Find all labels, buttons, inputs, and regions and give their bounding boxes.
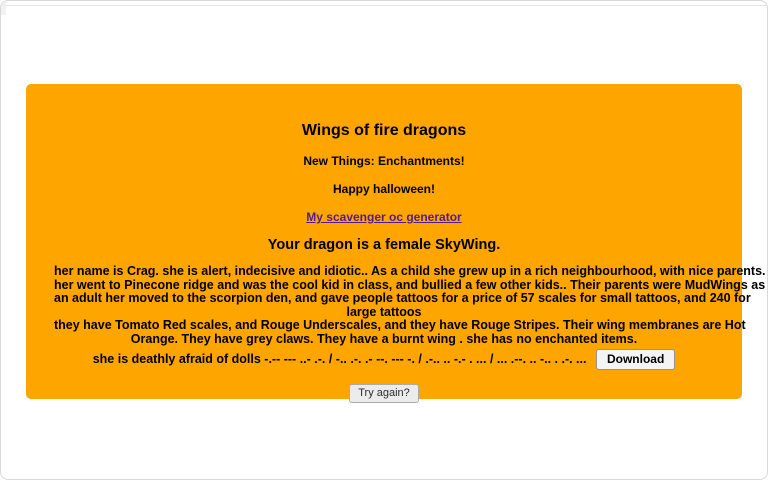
announcement-new-things: New Things: Enchantments! bbox=[303, 154, 465, 168]
bio-line: they have Tomato Red scales, and Rouge Underscales, and they have Rouge Stripes. Their wing membranes are Hot bbox=[54, 318, 746, 332]
morse-code-text: -.-- --- ..- .-. / -.. .-. .- --. --- -. / .-.. .. -.- . ... / ... .--. .. -.. . .-. ... bbox=[264, 351, 587, 366]
bio-line: an adult her moved to the scorpion den, and gave people tattoos for a price of 57 scales for small tattoos, and 240 for bbox=[54, 291, 751, 305]
page-edge-decoration bbox=[1, 1, 6, 15]
page-title: Wings of fire dragons bbox=[301, 122, 467, 139]
announcement-halloween: Happy halloween! bbox=[332, 182, 436, 196]
bio-line: Orange. They have grey claws. They have a burnt wing . she has no enchanted items. bbox=[130, 331, 638, 346]
bio-line: large tattoos bbox=[346, 304, 422, 319]
scavenger-generator-link[interactable]: My scavenger oc generator bbox=[306, 210, 462, 224]
bio-line: her went to Pinecone ridge and was the cool kid in class, and bullied a few other kids.. Their parents were MudWings as bbox=[54, 277, 766, 292]
download-button[interactable]: Download bbox=[596, 349, 675, 370]
fear-and-morse-line bbox=[54, 349, 714, 370]
top-divider bbox=[1, 5, 767, 6]
fear-text: she is deathly afraid of dolls bbox=[92, 351, 261, 366]
try-again-button[interactable]: Try again? bbox=[349, 384, 419, 403]
bio-line: her name is Crag. she is alert, indecisive and idiotic.. As a child she grew up in a rich neighbourhood, with nice parents. bbox=[54, 264, 766, 278]
dragon-bio bbox=[54, 264, 766, 346]
dragon-result-heading: Your dragon is a female SkyWing. bbox=[267, 237, 501, 253]
try-again-row bbox=[54, 383, 714, 403]
dragon-generator-panel bbox=[26, 84, 766, 399]
